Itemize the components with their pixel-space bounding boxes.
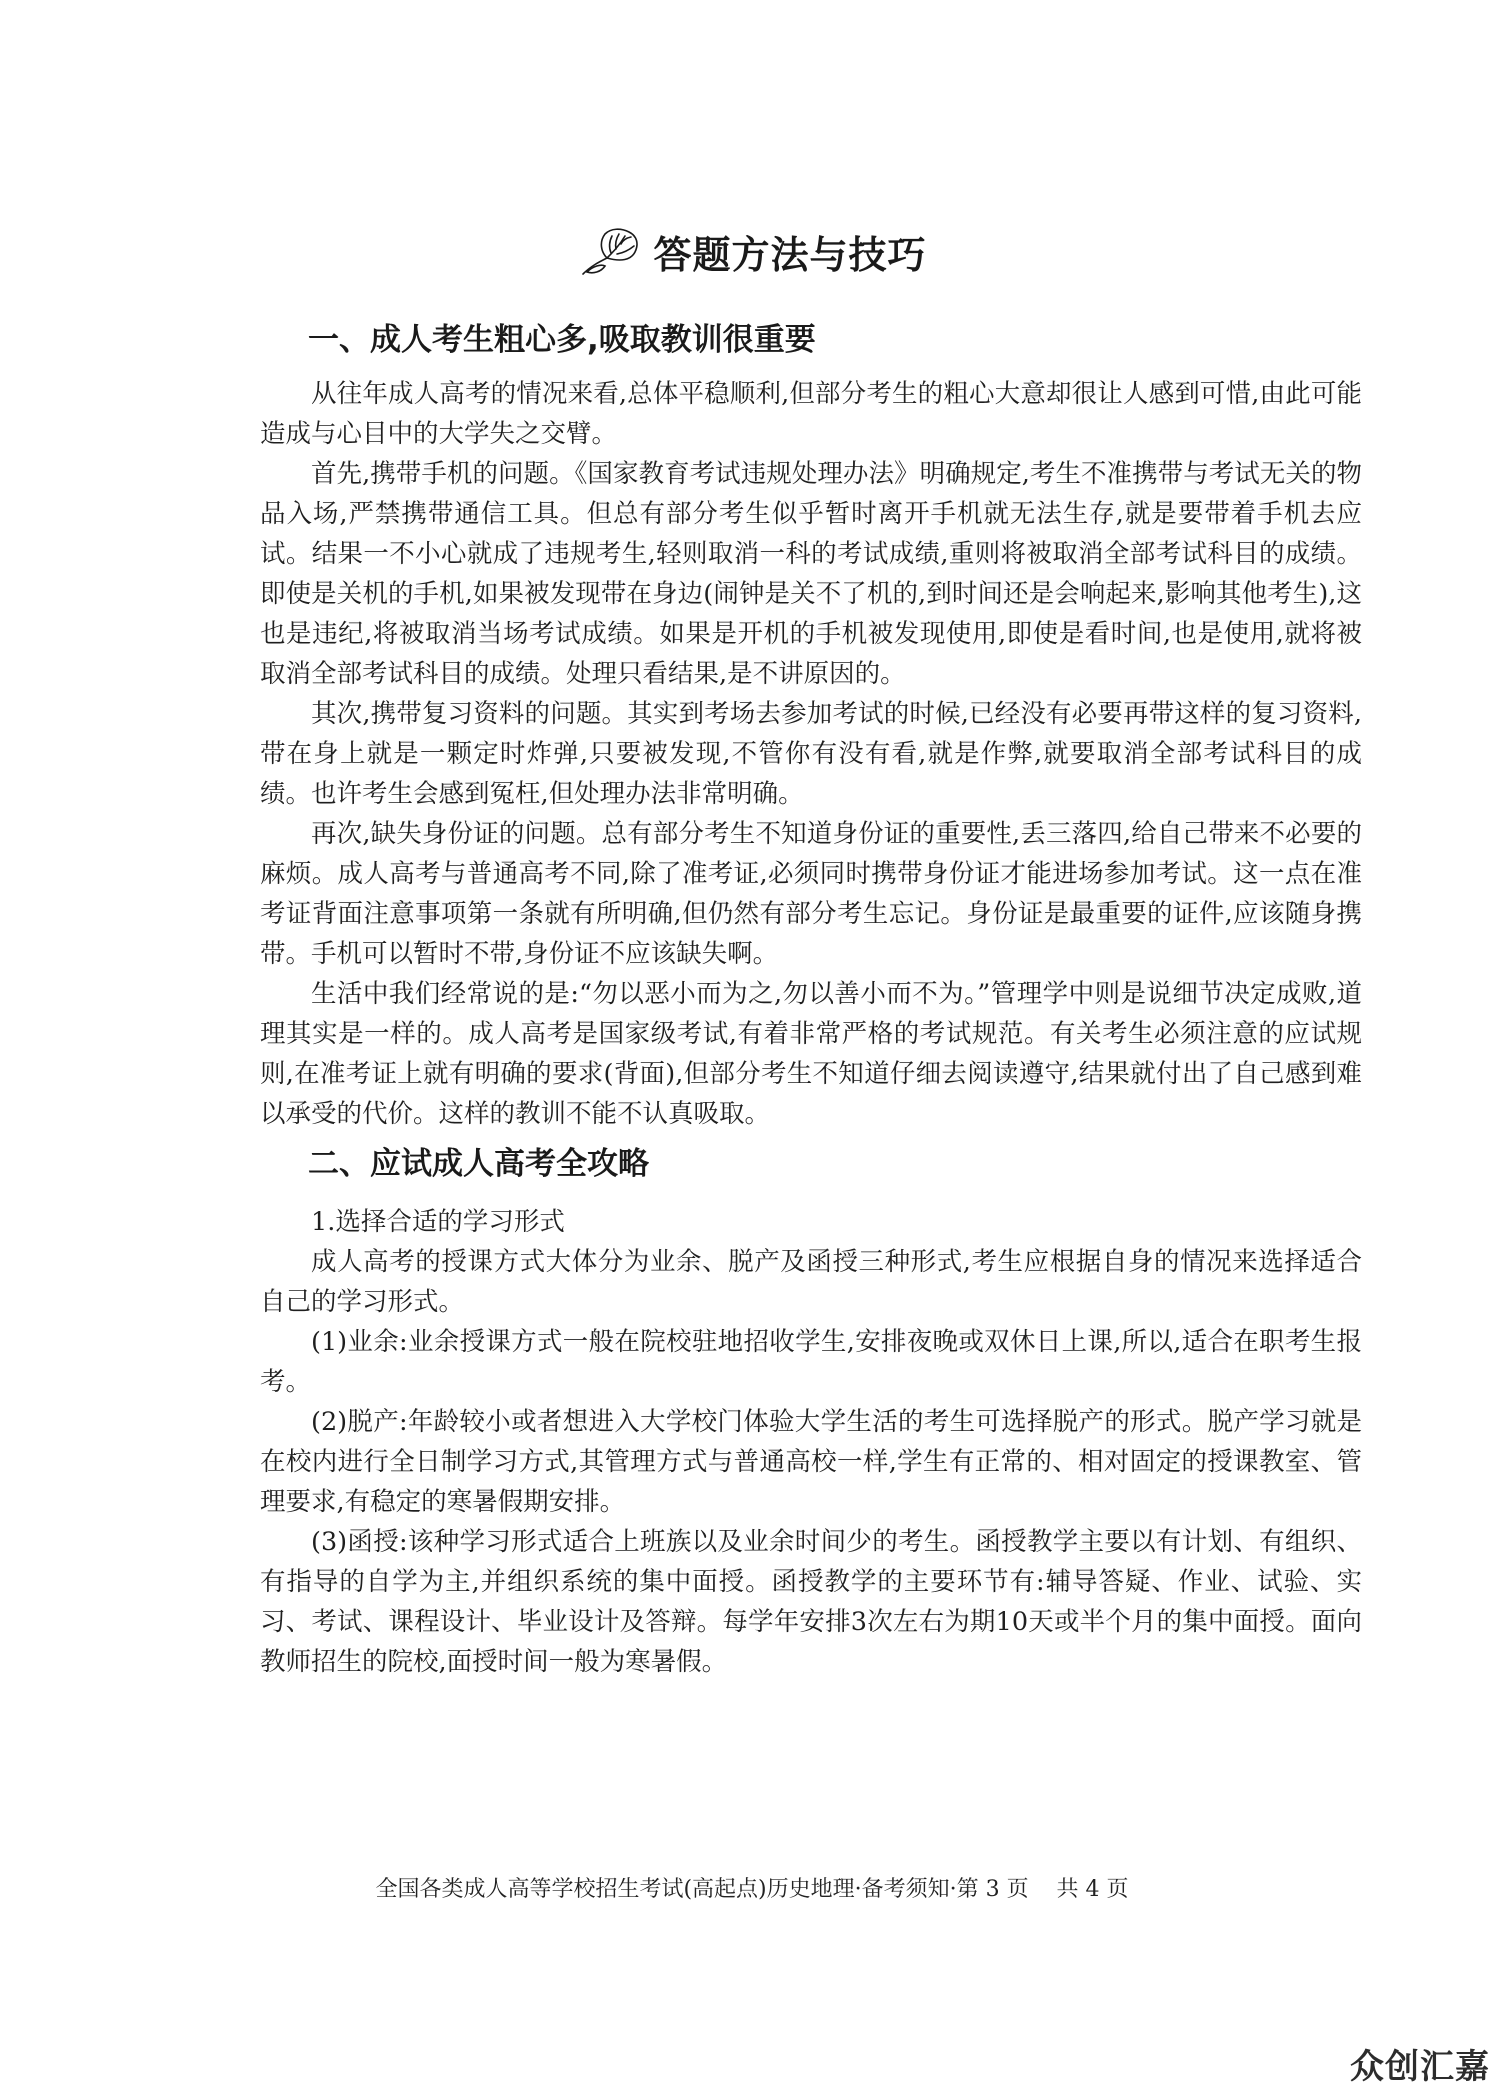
paragraph: 生活中我们经常说的是:“勿以恶小而为之,勿以善小而不为。”管理学中则是说细节决定成败,道理其实是一样的。成人高考是国家级考试,有着非常严格的考试规范。有关考生必须注意的应试规则,在准考证上就有明确的要求(背面),但部分考生不知道仔细去阅读遵守,结果就付出了自己感到难以承受的代价。这样的教训不能不认真吸取。 bbox=[260, 979, 1362, 1129]
paragraph: (3)函授:该种学习形式适合上班族以及业余时间少的考生。函授教学主要以有计划、有组织、有指导的自学为主,并组织系统的集中面授。函授教学的主要环节有:辅导答疑、作业、试验、实习、考试、课程设计、毕业设计及答辩。每学年安排3次左右为期10天或半个月的集中面授。面向教师招生的院校,面授时间一般为寒暑假。 bbox=[260, 1527, 1362, 1677]
paragraph: 其次,携带复习资料的问题。其实到考场去参加考试的时候,已经没有必要再带这样的复习资料,带在身上就是一颗定时炸弹,只要被发现,不管你有没有看,就是作弊,就要取消全部考试科目的成绩。也许考生会感到冤枉,但处理办法非常明确。 bbox=[260, 699, 1362, 809]
page-title: 答题方法与技巧 bbox=[653, 232, 927, 277]
paragraph: 成人高考的授课方式大体分为业余、脱产及函授三种形式,考生应根据自身的情况来选择适合自己的学习形式。 bbox=[260, 1247, 1362, 1317]
section-heading-1: 一、成人考生粗心多,吸取教训很重要 bbox=[308, 322, 816, 358]
page-footer: 全国各类成人高等学校招生考试(高起点)历史地理·备考须知·第 3 页 共 4 页 bbox=[375, 1877, 1129, 1902]
paragraph: (1)业余:业余授课方式一般在院校驻地招收学生,安排夜晚或双休日上课,所以,适合在职考生报考。 bbox=[260, 1327, 1362, 1397]
subheading: 1.选择合适的学习形式 bbox=[311, 1207, 565, 1237]
document-body bbox=[260, 318, 1362, 1682]
page-title-area bbox=[0, 222, 1504, 280]
paragraph: 首先,携带手机的问题。《国家教育考试违规处理办法》明确规定,考生不准携带与考试无关的物品入场,严禁携带通信工具。但总有部分考生似乎暂时离开手机就无法生存,就是要带着手机去应试。结果一不小心就成了违规考生,轻则取消一科的考试成绩,重则将被取消全部考试科目的成绩。即使是关机的手机,如果被发现带在身边(闹钟是关不了机的,到时间还是会响起来,影响其他考生),这也是违纪,将被取消当场考试成绩。如果是开机的手机被发现使用,即使是看时间,也是使用,就将被取消全部考试科目的成绩。处理只看结果,是不讲原因的。 bbox=[260, 459, 1362, 689]
section-heading-2: 二、应试成人高考全攻略 bbox=[308, 1146, 649, 1182]
paragraph: 再次,缺失身份证的问题。总有部分考生不知道身份证的重要性,丢三落四,给自己带来不必要的麻烦。成人高考与普通高考不同,除了准考证,必须同时携带身份证才能进场参加考试。这一点在准考证背面注意事项第一条就有所明确,但仍然有部分考生忘记。身份证是最重要的证件,应该随身携带。手机可以暂时不带,身份证不应该缺失啊。 bbox=[260, 819, 1362, 969]
paragraph: (2)脱产:年龄较小或者想进入大学校门体验大学生活的考生可选择脱产的形式。脱产学习就是在校内进行全日制学习方式,其管理方式与普通高校一样,学生有正常的、相对固定的授课教室、管理要求,有稳定的寒暑假期安排。 bbox=[260, 1407, 1362, 1517]
watermark-logo: 众创汇嘉 bbox=[1350, 2047, 1490, 2087]
title-wrap bbox=[577, 222, 926, 280]
leaf-icon bbox=[577, 222, 643, 280]
paragraph: 从往年成人高考的情况来看,总体平稳顺利,但部分考生的粗心大意却很让人感到可惜,由此可能造成与心目中的大学失之交臂。 bbox=[260, 379, 1362, 449]
